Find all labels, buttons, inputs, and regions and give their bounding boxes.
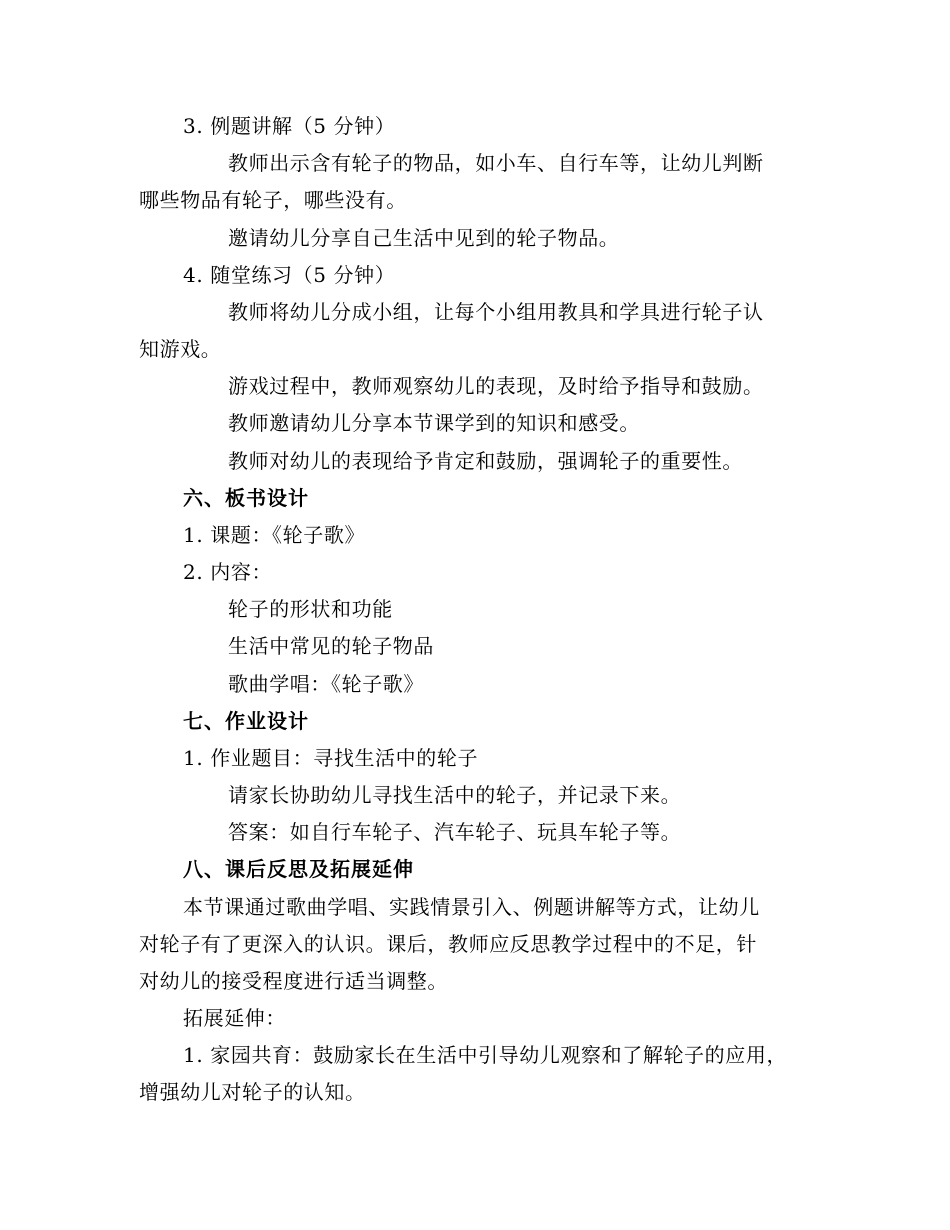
list-item: 1. 课题：《轮子歌》	[183, 523, 366, 547]
paragraph-line: 歌曲学唱：《轮子歌》	[228, 672, 424, 696]
list-item: 2. 内容：	[183, 560, 273, 584]
paragraph-line: 邀请幼儿分享自己生活中见到的轮子物品。	[228, 226, 620, 250]
paragraph-line: 教师对幼儿的表现给予肯定和鼓励，强调轮子的重要性。	[228, 449, 743, 473]
paragraph-line: 哪些物品有轮子，哪些没有。	[139, 188, 407, 212]
section-heading-board-design: 六、板书设计	[183, 486, 309, 510]
item-3-example-explanation: 3. 例题讲解（5 分钟）	[183, 114, 396, 138]
paragraph-line: 生活中常见的轮子物品	[228, 634, 434, 658]
paragraph-line: 对幼儿的接受程度进行适当调整。	[139, 969, 448, 993]
paragraph-line: 游戏过程中，教师观察幼儿的表现，及时给予指导和鼓励。	[228, 374, 764, 398]
section-heading-reflection: 八、课后反思及拓展延伸	[183, 857, 414, 881]
list-item: 1. 作业题目：寻找生活中的轮子	[183, 746, 479, 770]
paragraph-line: 知游戏。	[139, 337, 222, 361]
paragraph-line: 教师出示含有轮子的物品，如小车、自行车等，让幼儿判断	[228, 151, 764, 175]
paragraph-line: 增强幼儿对轮子的认知。	[139, 1080, 366, 1104]
paragraph-line: 拓展延伸：	[183, 1006, 286, 1030]
paragraph-line: 教师邀请幼儿分享本节课学到的知识和感受。	[228, 411, 640, 435]
list-item: 1. 家园共育：鼓励家长在生活中引导幼儿观察和了解轮子的应用，	[183, 1043, 788, 1067]
paragraph-line: 答案：如自行车轮子、汽车轮子、玩具车轮子等。	[228, 820, 682, 844]
paragraph-line: 教师将幼儿分成小组，让每个小组用教具和学具进行轮子认	[228, 300, 764, 324]
paragraph-line: 对轮子有了更深入的认识。课后，教师应反思教学过程中的不足，针	[139, 932, 757, 956]
section-heading-homework: 七、作业设计	[183, 709, 309, 733]
paragraph-line: 轮子的形状和功能	[228, 597, 393, 621]
paragraph-line: 本节课通过歌曲学唱、实践情景引入、例题讲解等方式，让幼儿	[183, 895, 760, 919]
item-4-practice: 4. 随堂练习（5 分钟）	[183, 263, 396, 287]
paragraph-line: 请家长协助幼儿寻找生活中的轮子，并记录下来。	[228, 783, 682, 807]
